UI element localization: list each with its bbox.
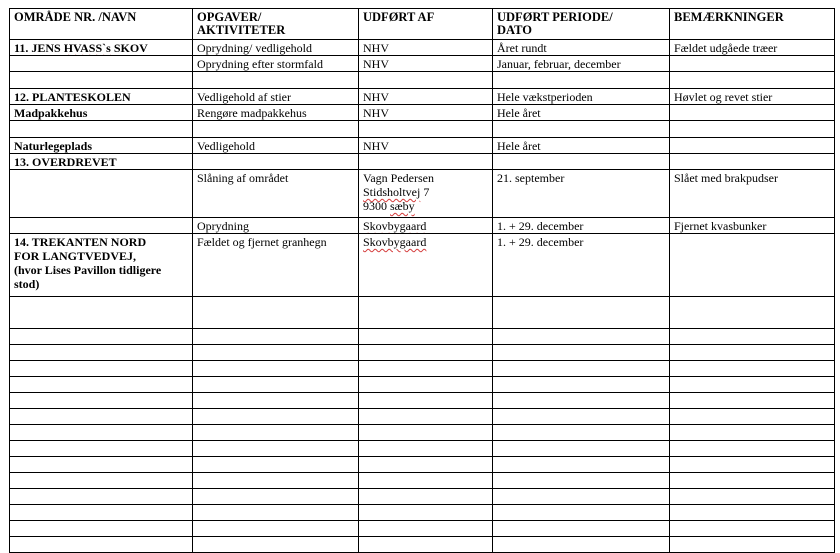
empty-row bbox=[10, 361, 835, 377]
remark-cell: Fældet udgåede træer bbox=[670, 40, 835, 56]
header-row bbox=[10, 9, 835, 40]
task-cell: Vedligehold bbox=[193, 138, 359, 154]
area-cell bbox=[10, 234, 193, 297]
empty-row bbox=[10, 297, 835, 329]
empty-row bbox=[10, 345, 835, 361]
empty-row bbox=[10, 409, 835, 425]
empty-row bbox=[10, 425, 835, 441]
task-cell: Oprydning bbox=[193, 218, 359, 234]
area-cell bbox=[10, 218, 193, 234]
task-cell: Slåning af området bbox=[193, 170, 359, 218]
done-by-flagged: Skovbygaard bbox=[363, 219, 427, 233]
task-cell: Rengøre madpakkehus bbox=[193, 105, 359, 121]
header-remarks: BEMÆRKNINGER bbox=[670, 9, 835, 40]
postal-code: 9300 bbox=[363, 199, 390, 213]
contractor-name: Vagn Pedersen bbox=[363, 171, 434, 185]
area-name-line2: FOR LANGTVEDVEJ, bbox=[14, 249, 137, 263]
contractor-city bbox=[363, 199, 488, 213]
header-period-line2: DATO bbox=[497, 23, 532, 37]
empty-row bbox=[10, 329, 835, 345]
header-tasks bbox=[193, 9, 359, 40]
area-cell bbox=[10, 56, 193, 72]
empty-row bbox=[10, 393, 835, 409]
table-row bbox=[10, 138, 835, 154]
task-cell: Fældet og fjernet granhegn bbox=[193, 234, 359, 297]
area-name-line3: (hvor Lises Pavillon tidligere bbox=[14, 263, 162, 277]
table-row bbox=[10, 56, 835, 72]
period-cell: Hele året bbox=[493, 138, 670, 154]
table-row bbox=[10, 89, 835, 105]
area-cell bbox=[10, 40, 193, 56]
area-name-flagged: HVASS`s bbox=[63, 41, 111, 55]
header-area: OMRÅDE NR. /NAVN bbox=[10, 9, 193, 40]
empty-row bbox=[10, 489, 835, 505]
remark-cell bbox=[670, 138, 835, 154]
street-number: 7 bbox=[420, 185, 430, 199]
table-row bbox=[10, 121, 835, 138]
contractor-street bbox=[363, 185, 488, 199]
table-row bbox=[10, 234, 835, 297]
maintenance-log-table bbox=[9, 8, 835, 553]
period-cell: Året rundt bbox=[493, 40, 670, 56]
area-cell: 12. PLANTESKOLEN bbox=[10, 89, 193, 105]
area-cell bbox=[10, 170, 193, 218]
table-row bbox=[10, 40, 835, 56]
done-by-cell: NHV bbox=[359, 138, 493, 154]
area-cell: Naturlegeplads bbox=[10, 138, 193, 154]
period-cell: 21. september bbox=[493, 170, 670, 218]
area-name-part: SKOV bbox=[110, 41, 148, 55]
city-name-flagged: sæby bbox=[390, 199, 415, 213]
street-name-flagged: Stidsholtvej bbox=[363, 185, 421, 199]
table-row bbox=[10, 105, 835, 121]
table-row bbox=[10, 218, 835, 234]
header-tasks-line2: AKTIVITETER bbox=[197, 23, 286, 37]
period-cell: 1. + 29. december bbox=[493, 218, 670, 234]
empty-row bbox=[10, 521, 835, 537]
header-period bbox=[493, 9, 670, 40]
done-by-cell bbox=[359, 170, 493, 218]
remark-cell: Slået med brakpudser bbox=[670, 170, 835, 218]
empty-row bbox=[10, 505, 835, 521]
period-cell: Hele året bbox=[493, 105, 670, 121]
area-name-line1: 14. TREKANTEN NORD bbox=[14, 235, 147, 249]
done-by-cell: NHV bbox=[359, 105, 493, 121]
done-by-cell bbox=[359, 218, 493, 234]
empty-row bbox=[10, 377, 835, 393]
period-cell: 1. + 29. december bbox=[493, 234, 670, 297]
empty-row bbox=[10, 441, 835, 457]
period-cell: Hele vækstperioden bbox=[493, 89, 670, 105]
empty-row bbox=[10, 457, 835, 473]
table-row bbox=[10, 154, 835, 170]
area-cell: 13. OVERDREVET bbox=[10, 154, 193, 170]
remark-cell bbox=[670, 56, 835, 72]
table-row bbox=[10, 72, 835, 89]
period-cell: Januar, februar, december bbox=[493, 56, 670, 72]
header-done-by: UDFØRT AF bbox=[359, 9, 493, 40]
area-cell: Madpakkehus bbox=[10, 105, 193, 121]
empty-row bbox=[10, 537, 835, 553]
remark-cell bbox=[670, 234, 835, 297]
task-cell: Oprydning/ vedligehold bbox=[193, 40, 359, 56]
remark-cell: Fjernet kvasbunker bbox=[670, 218, 835, 234]
done-by-cell: NHV bbox=[359, 89, 493, 105]
table-row bbox=[10, 170, 835, 218]
done-by-cell: NHV bbox=[359, 40, 493, 56]
task-cell: Vedligehold af stier bbox=[193, 89, 359, 105]
remark-cell bbox=[670, 105, 835, 121]
task-cell: Oprydning efter stormfald bbox=[193, 56, 359, 72]
done-by-cell: NHV bbox=[359, 56, 493, 72]
header-tasks-line1: OPGAVER/ bbox=[197, 10, 262, 24]
area-name-line4: stod) bbox=[14, 277, 40, 291]
done-by-flagged: Skovbygaard bbox=[363, 235, 427, 249]
header-period-line1: UDFØRT PERIODE/ bbox=[497, 10, 613, 24]
done-by-cell bbox=[359, 234, 493, 297]
remark-cell: Høvlet og revet stier bbox=[670, 89, 835, 105]
empty-row bbox=[10, 473, 835, 489]
area-name-part: 11. JENS bbox=[14, 41, 64, 55]
